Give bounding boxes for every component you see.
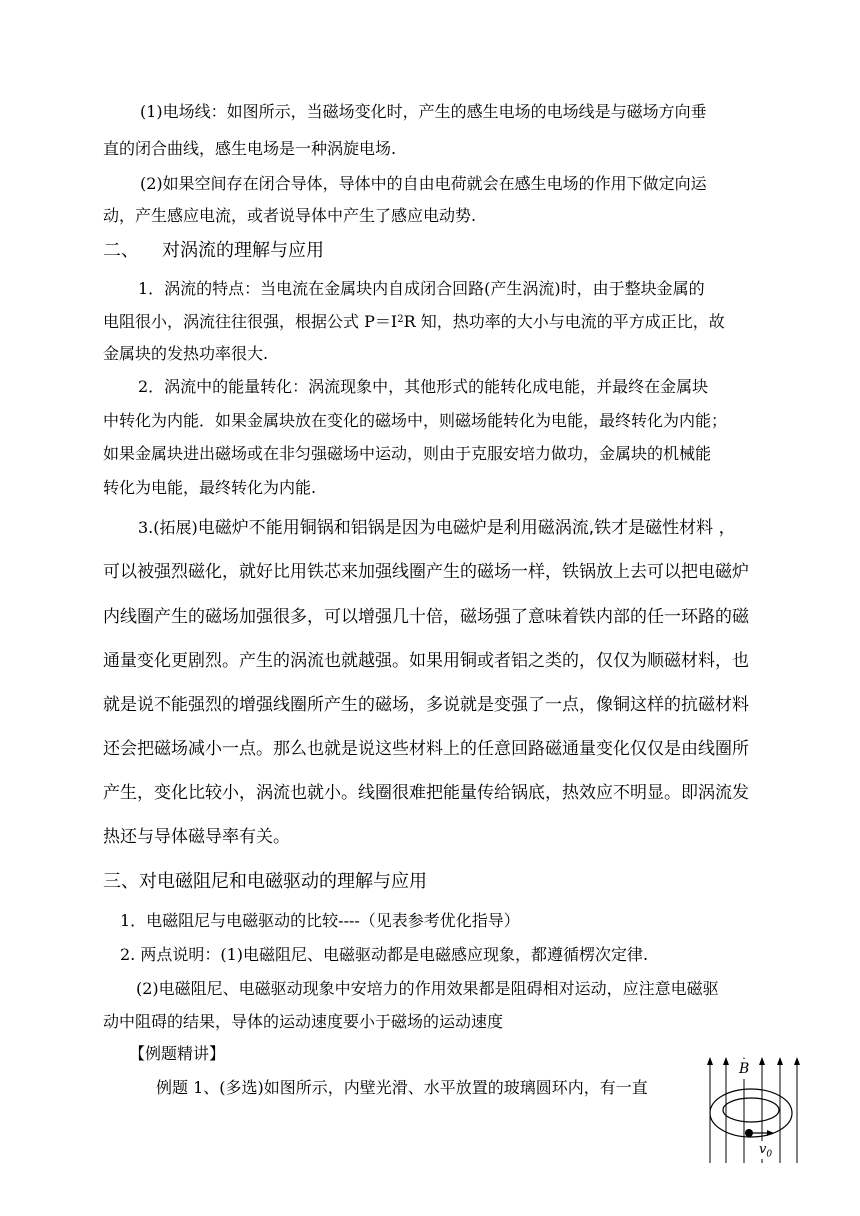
section3-item1: 1．电磁阻尼与电磁驱动的比较----（见表参考优化指导） bbox=[120, 911, 520, 930]
item1-line2-pre: 电阻很小，涡流往往很强，根据公式 P＝I bbox=[103, 312, 398, 331]
example-heading: 【例题精讲】 bbox=[129, 1044, 226, 1063]
item3-line1-text: 电磁炉不能用铜锅和铝锅是因为电磁炉是利用磁涡流,铁才是磁性材料 ， bbox=[197, 518, 736, 538]
section3-item2: 2. 两点说明：(1)电磁阻尼、电磁驱动都是电磁感应现象，都遵循楞次定律. bbox=[120, 945, 649, 964]
section2-title: 对涡流的理解与应用 bbox=[162, 240, 324, 261]
example-question-1: 例题 1、(多选)如图所示，内壁光滑、水平放置的玻璃圆环内，有一直 bbox=[156, 1078, 648, 1097]
item3-line1 bbox=[138, 517, 736, 539]
figure-label-b: B bbox=[739, 1061, 750, 1077]
section3-title: 三、对电磁阻尼和电磁驱动的理解与应用 bbox=[103, 871, 427, 892]
section2-number: 二、 bbox=[103, 240, 139, 261]
item1-line2 bbox=[103, 312, 725, 332]
para1-line1: (1)电场线：如图所示，当磁场变化时，产生的感生电场的电场线是与磁场方向垂 bbox=[140, 102, 707, 121]
item2-line3: 如果金属块进出磁场或在非匀强磁场中运动，则由于克服安培力做功，金属块的机械能 bbox=[103, 444, 712, 463]
item1-line2-post: R 知，热功率的大小与电流的平方成正比，故 bbox=[403, 312, 725, 331]
item2-line1: 2．涡流中的能量转化：涡流现象中，其他形式的能转化成电能，并最终在金属块 bbox=[138, 377, 709, 396]
magnetic-field-ring-figure bbox=[700, 1055, 810, 1165]
para2-line2: 动，产生感应电流，或者说导体中产生了感应电动势. bbox=[103, 206, 477, 225]
item1-line2-sup: 2 bbox=[397, 314, 404, 325]
item2-line4: 转化为电能，最终转化为内能. bbox=[103, 478, 317, 497]
para1-line2: 直的闭合曲线，感生电场是一种涡旋电场. bbox=[103, 139, 397, 158]
item2-line2: 中转化为内能．如果金属块放在变化的磁场中，则磁场能转化为电能，最终转化为内能； bbox=[103, 411, 728, 430]
section3-item2b-line1: (2)电磁阻尼、电磁驱动现象中安培力的作用效果都是阻碍相对运动，应注意电磁驱 bbox=[136, 979, 719, 998]
item3-line4: 通量变化更剧烈。产生的涡流也就越强。如果用铜或者铝之类的，仅仅为顺磁材料，也 bbox=[103, 651, 749, 671]
para2-line1: (2)如果空间存在闭合导体，导体中的自由电荷就会在感生电场的作用下做定向运 bbox=[140, 174, 707, 193]
section3-item2b-line2: 动中阻碍的结果，导体的运动速度要小于磁场的运动速度 bbox=[103, 1012, 504, 1031]
item3-line6: 还会把磁场减小一点。那么也就是说这些材料上的任意回路磁通量变化仅仅是由线圈所 bbox=[103, 739, 749, 759]
item3-line3: 内线圈产生的磁场加强很多，可以增强几十倍，磁场强了意味着铁内部的任一环路的磁 bbox=[103, 607, 749, 627]
item3-prefix: 3.(拓展) bbox=[138, 518, 198, 537]
figure-label-v: v bbox=[759, 1142, 767, 1157]
item1-line1: 1．涡流的特点：当电流在金属块内自成闭合回路(产生涡流)时，由于整块金属的 bbox=[138, 279, 705, 298]
figure-label-v-sub: 0 bbox=[766, 1149, 773, 1160]
item3-line8: 热还与导体磁导率有关。 bbox=[103, 827, 290, 847]
item1-line3: 金属块的发热功率很大. bbox=[103, 344, 269, 363]
item3-line5: 就是说不能强烈的增强线圈所产生的磁场，多说就是变强了一点，像铜这样的抗磁材料 bbox=[103, 695, 749, 715]
item3-line7: 产生，变化比较小，涡流也就小。线圈很难把能量传给锅底，热效应不明显。即涡流发 bbox=[103, 783, 749, 803]
item3-line2: 可以被强烈磁化，就好比用铁芯来加强线圈产生的磁场一样，铁锅放上去可以把电磁炉 bbox=[103, 562, 749, 582]
figure-label-v0 bbox=[759, 1140, 772, 1165]
